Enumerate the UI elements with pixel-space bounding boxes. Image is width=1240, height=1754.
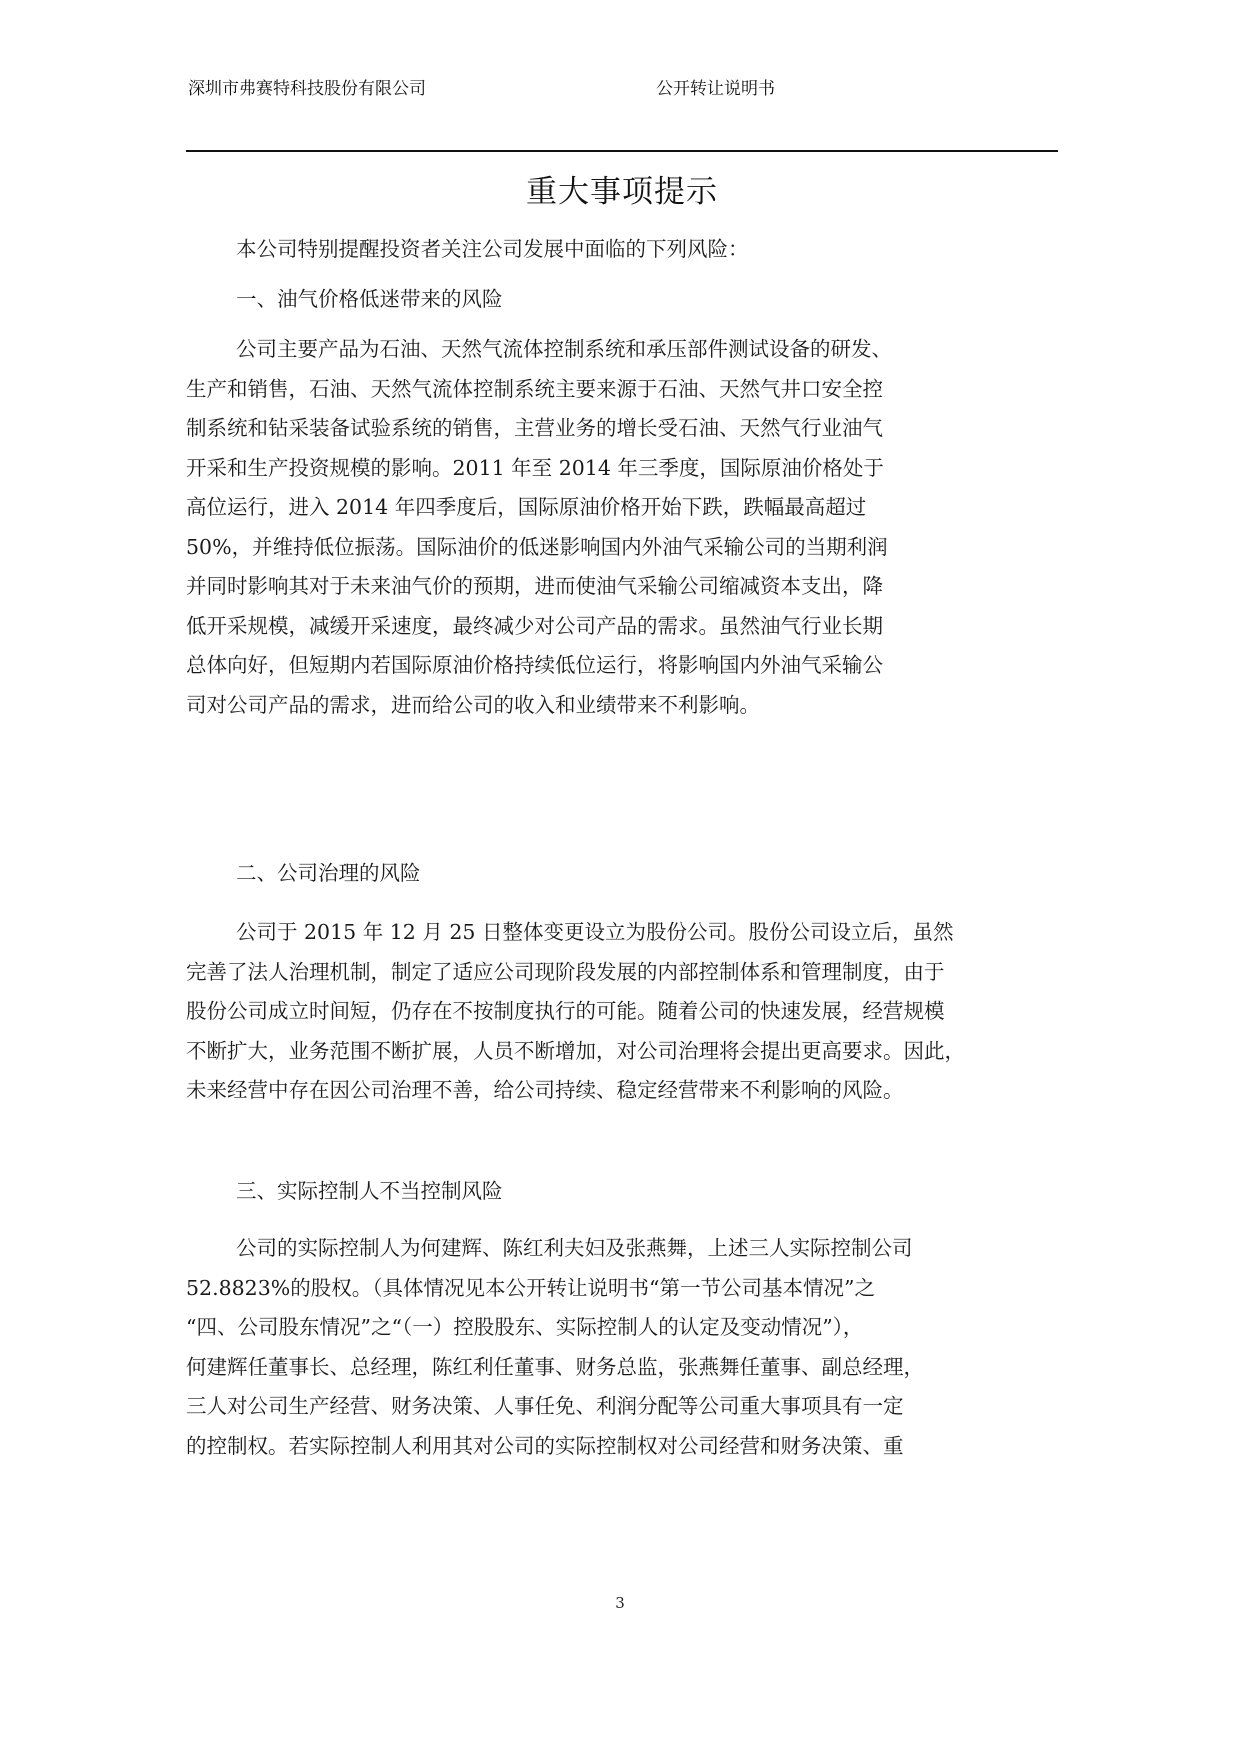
header-divider: [186, 150, 1058, 152]
paragraph-line: 总体向好，但短期内若国际原油价格持续低位运行，将影响国内外油气采输公: [186, 653, 883, 677]
section-body-controller-risk: [186, 1229, 1066, 1466]
header-company-name: 深圳市弗赛特科技股份有限公司: [188, 79, 426, 99]
paragraph-line: 不断扩大，业务范围不断扩展，人员不断增加，对公司治理将会提出更高要求。因此，: [186, 1038, 965, 1063]
paragraph-line: 生产和销售，石油、天然气流体控制系统主要来源于石油、天然气井口安全控: [186, 376, 883, 401]
page-title: 重大事项提示: [526, 174, 718, 210]
paragraph-line: 司对公司产品的需求，进而给公司的收入和业绩带来不利影响。: [186, 692, 760, 717]
paragraph-line: 低开采规模，减缓开采速度，最终减少对公司产品的需求。虽然油气行业长期: [186, 613, 883, 638]
paragraph-line: 何建辉任董事长、总经理，陈红利任董事、财务总监，张燕舞任董事、副总经理，: [186, 1354, 924, 1379]
paragraph-line: 未来经营中存在因公司治理不善，给公司持续、稳定经营带来不利影响的风险。: [186, 1078, 904, 1102]
paragraph-line: 高位运行，进入 2014 年四季度后，国际原油价格开始下跌，跌幅最高超过: [186, 495, 867, 519]
section-heading-oil-price-risk: 一、油气价格低迷带来的风险: [236, 287, 503, 311]
section-heading-controller-risk: 三、实际控制人不当控制风险: [236, 1179, 503, 1203]
paragraph-line: 50%，并维持低位振荡。国际油价的低迷影响国内外油气采输公司的当期利润: [186, 534, 888, 559]
section-body-oil-price-risk: [186, 330, 1066, 725]
paragraph-line: 的控制权。若实际控制人利用其对公司的实际控制权对公司经营和财务决策、重: [186, 1433, 904, 1458]
page-number: 3: [615, 1594, 625, 1612]
paragraph-line: 公司主要产品为石油、天然气流体控制系统和承压部件测试设备的研发、: [236, 337, 892, 361]
paragraph-line: 制系统和钻采装备试验系统的销售，主营业务的增长受石油、天然气行业油气: [186, 416, 883, 440]
paragraph-line: 并同时影响其对于未来油气价的预期，进而使油气采输公司缩减资本支出，降: [186, 574, 883, 598]
section-body-governance-risk: [186, 913, 1066, 1111]
header-document-title: 公开转让说明书: [656, 79, 775, 99]
paragraph-line: 公司于 2015 年 12 月 25 日整体变更设立为股份公司。股份公司设立后，虽然: [236, 920, 954, 944]
paragraph-line: 公司的实际控制人为何建辉、陈红利夫妇及张燕舞，上述三人实际控制公司: [236, 1236, 913, 1260]
paragraph-line: 股份公司成立时间短，仍存在不按制度执行的可能。随着公司的快速发展，经营规模: [186, 999, 945, 1023]
section-heading-governance-risk: 二、公司治理的风险: [236, 861, 421, 885]
page-header: [186, 74, 1056, 104]
paragraph-line: 开采和生产投资规模的影响。2011 年至 2014 年三季度，国际原油价格处于: [186, 455, 884, 480]
paragraph-line: 完善了法人治理机制，制定了适应公司现阶段发展的内部控制体系和管理制度，由于: [186, 959, 945, 984]
intro-text: 本公司特别提醒投资者关注公司发展中面临的下列风险：: [236, 237, 749, 261]
paragraph-line: 三人对公司生产经营、财务决策、人事任免、利润分配等公司重大事项具有一定: [186, 1394, 904, 1418]
paragraph-line: 52.8823%的股权。（具体情况见本公开转让说明书“第一节公司基本情况”之: [186, 1275, 875, 1300]
paragraph-line: “四、公司股东情况”之“（一）控股股东、实际控制人的认定及变动情况”），: [186, 1315, 864, 1339]
